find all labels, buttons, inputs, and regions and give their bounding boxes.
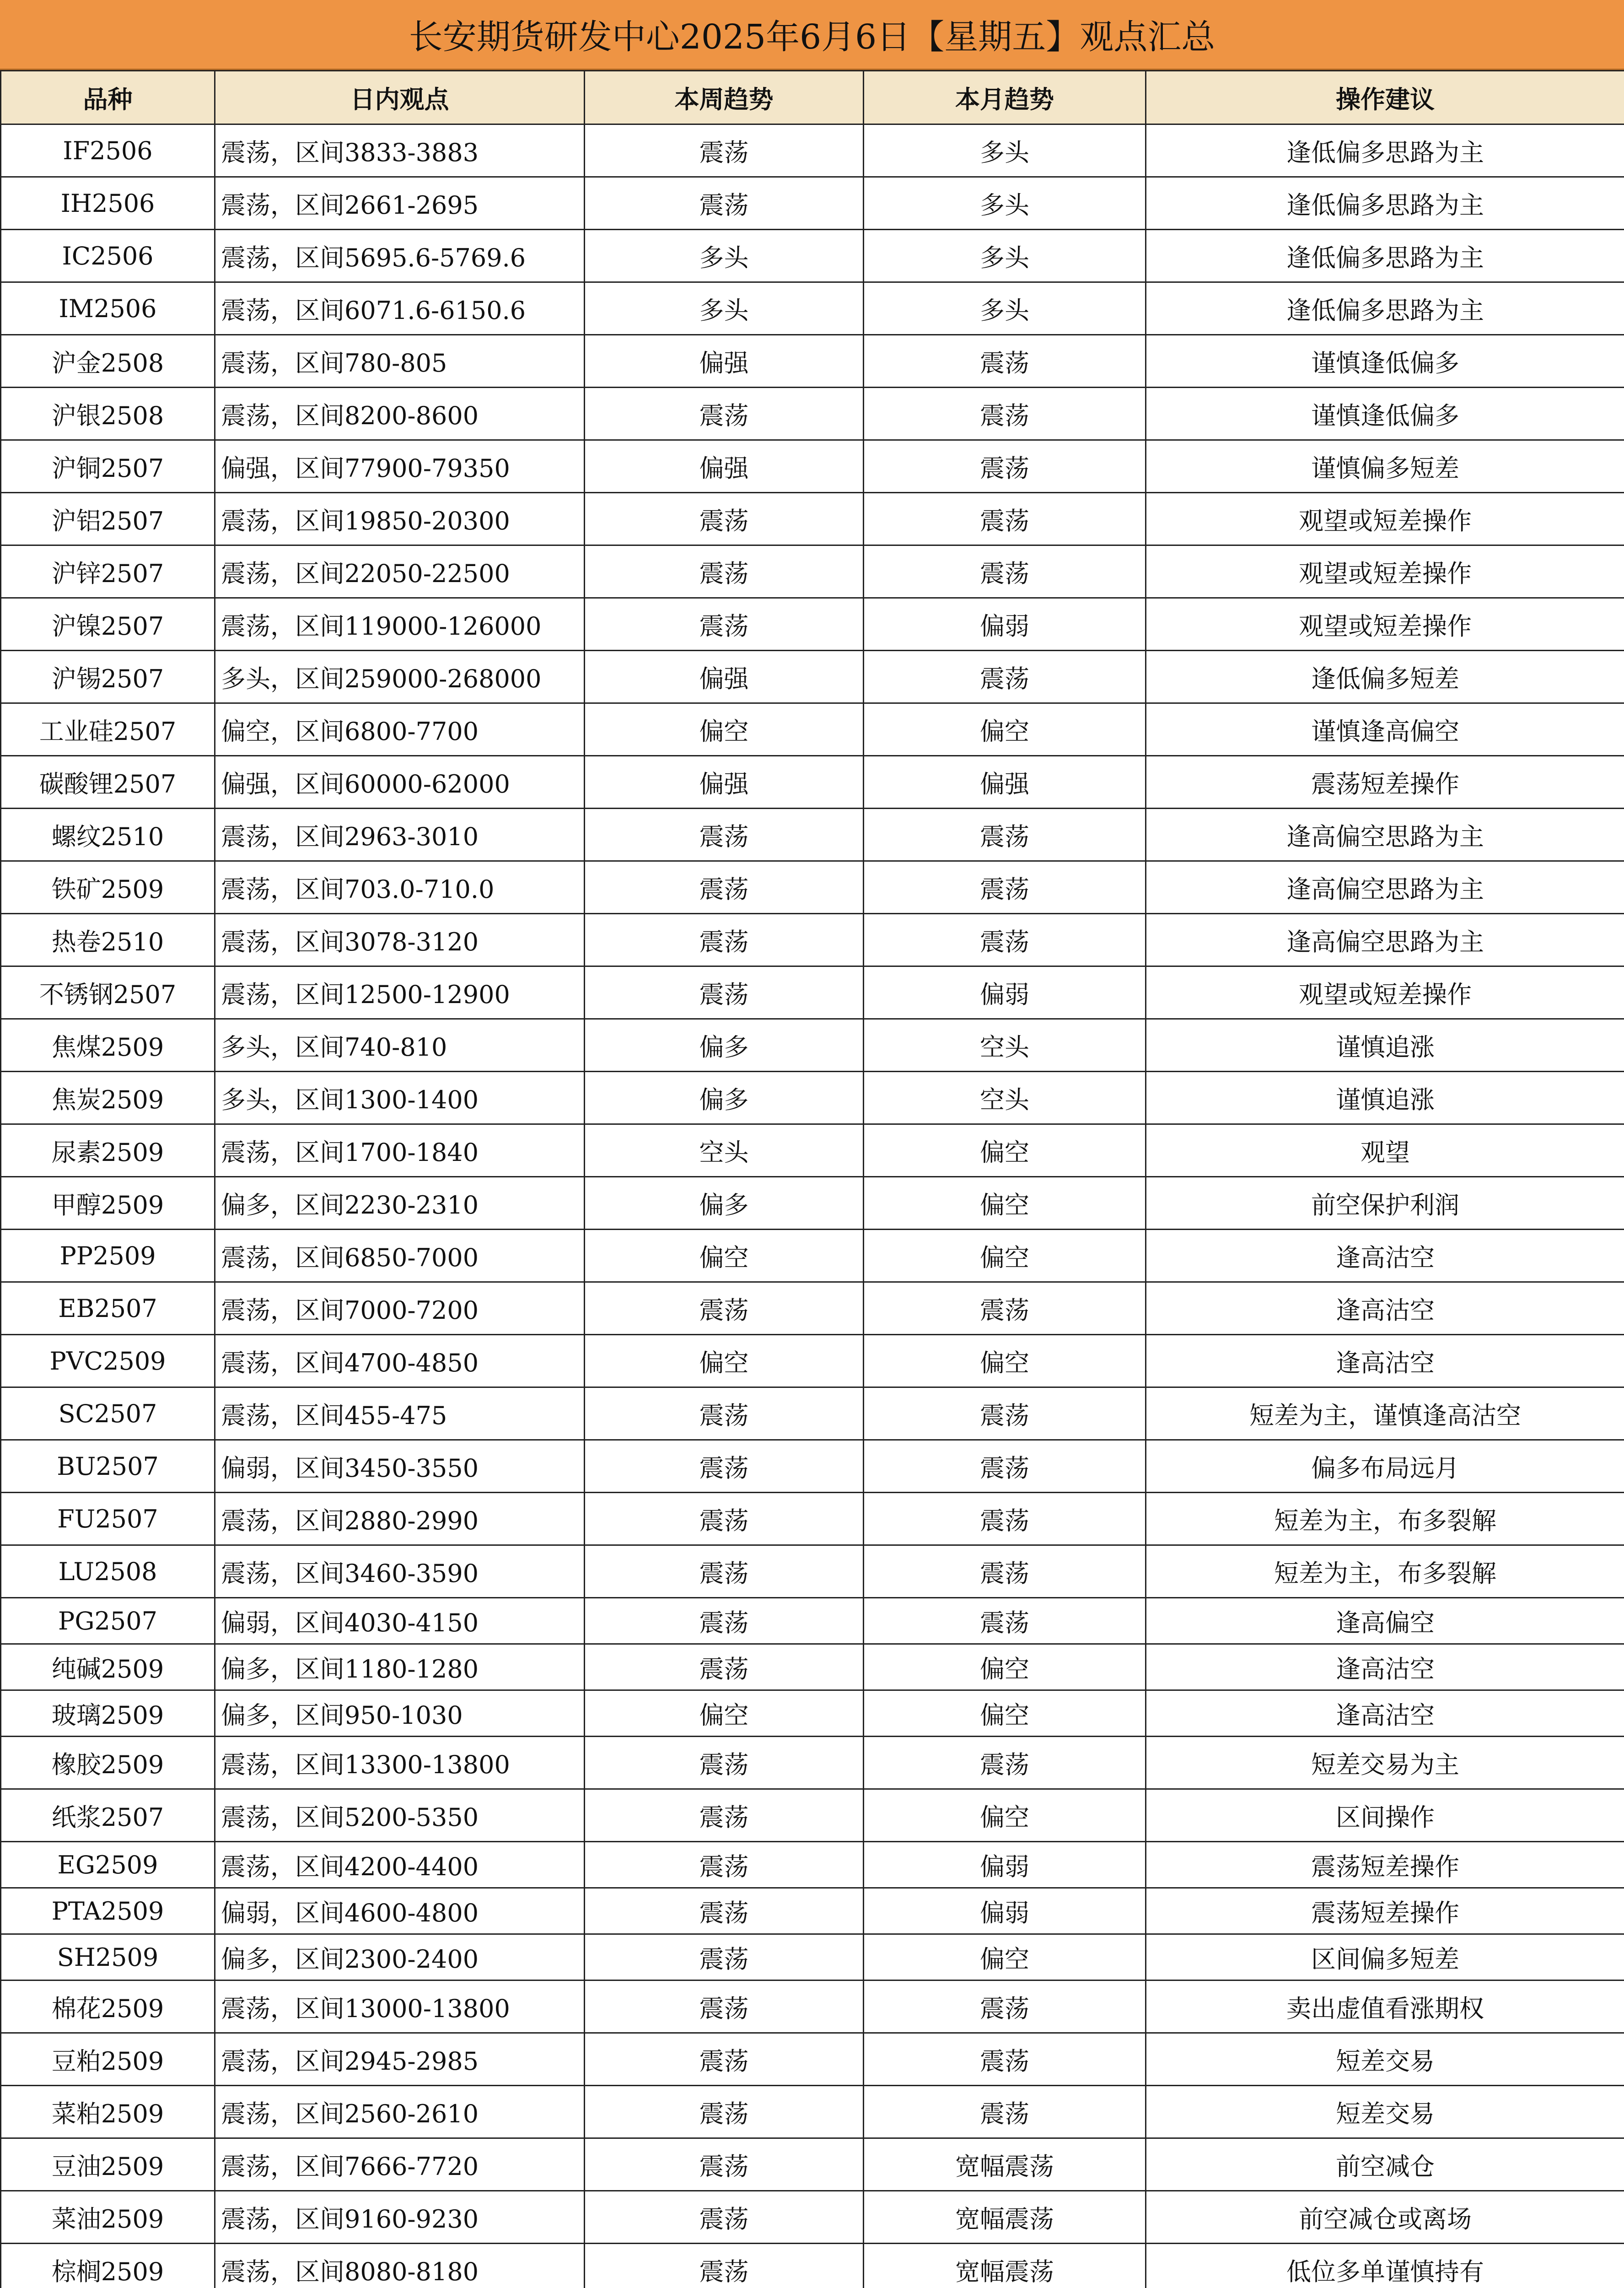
cell-month-trend: 震荡 [864, 861, 1146, 914]
table-row [1, 2191, 1624, 2244]
cell-variety: 尿素2509 [1, 1124, 215, 1177]
cell-month-trend: 偏空 [864, 1789, 1146, 1842]
cell-advice: 逢高沽空 [1146, 1282, 1624, 1335]
cell-week-trend: 震荡 [585, 493, 864, 545]
table-row [1, 1644, 1624, 1690]
cell-advice: 区间偏多短差 [1146, 1934, 1624, 1980]
table-row [1, 1737, 1624, 1789]
cell-intraday-view: 震荡，区间1700-1840 [215, 1124, 585, 1177]
cell-month-trend: 宽幅震荡 [864, 2138, 1146, 2191]
cell-intraday-view: 震荡，区间12500-12900 [215, 966, 585, 1019]
cell-week-trend: 震荡 [585, 598, 864, 651]
cell-advice: 逢低偏多思路为主 [1146, 177, 1624, 230]
cell-variety: 不锈钢2507 [1, 966, 215, 1019]
cell-month-trend: 空头 [864, 1019, 1146, 1072]
cell-intraday-view: 震荡，区间9160-9230 [215, 2191, 585, 2244]
cell-intraday-view: 偏多，区间2300-2400 [215, 1934, 585, 1980]
cell-week-trend: 震荡 [585, 2138, 864, 2191]
cell-intraday-view: 震荡，区间3078-3120 [215, 914, 585, 966]
cell-intraday-view: 震荡，区间5695.6-5769.6 [215, 230, 585, 282]
cell-advice: 逢高沽空 [1146, 1335, 1624, 1387]
cell-intraday-view: 震荡，区间8080-8180 [215, 2244, 585, 2288]
cell-advice: 短差交易 [1146, 2086, 1624, 2138]
cell-week-trend: 震荡 [585, 1493, 864, 1545]
cell-advice: 观望 [1146, 1124, 1624, 1177]
cell-variety: PVC2509 [1, 1335, 215, 1387]
table-row [1, 1072, 1624, 1124]
table-row [1, 1335, 1624, 1387]
cell-week-trend: 震荡 [585, 2033, 864, 2086]
cell-advice: 谨慎逢高偏空 [1146, 703, 1624, 756]
cell-advice: 观望或短差操作 [1146, 966, 1624, 1019]
cell-variety: 沪金2508 [1, 335, 215, 388]
table-row [1, 282, 1624, 335]
cell-month-trend: 偏空 [864, 1644, 1146, 1690]
cell-variety: 豆油2509 [1, 2138, 215, 2191]
cell-week-trend: 震荡 [585, 1440, 864, 1493]
cell-intraday-view: 震荡，区间6071.6-6150.6 [215, 282, 585, 335]
cell-month-trend: 偏空 [864, 1934, 1146, 1980]
cell-variety: 沪铜2507 [1, 440, 215, 493]
cell-week-trend: 震荡 [585, 914, 864, 966]
cell-intraday-view: 震荡，区间2661-2695 [215, 177, 585, 230]
cell-month-trend: 震荡 [864, 440, 1146, 493]
cell-variety: BU2507 [1, 1440, 215, 1493]
table-row [1, 914, 1624, 966]
cell-variety: IF2506 [1, 124, 215, 177]
cell-intraday-view: 偏多，区间2230-2310 [215, 1177, 585, 1230]
cell-month-trend: 偏空 [864, 1230, 1146, 1282]
cell-advice: 观望或短差操作 [1146, 493, 1624, 545]
cell-week-trend: 偏空 [585, 703, 864, 756]
cell-advice: 卖出虚值看涨期权 [1146, 1980, 1624, 2033]
cell-variety: 沪锡2507 [1, 651, 215, 703]
cell-month-trend: 震荡 [864, 1737, 1146, 1789]
cell-intraday-view: 偏弱，区间3450-3550 [215, 1440, 585, 1493]
cell-advice: 区间操作 [1146, 1789, 1624, 1842]
cell-intraday-view: 震荡，区间6850-7000 [215, 1230, 585, 1282]
table-row [1, 1177, 1624, 1230]
cell-variety: 玻璃2509 [1, 1690, 215, 1737]
table-row [1, 1282, 1624, 1335]
cell-variety: LU2508 [1, 1545, 215, 1598]
cell-week-trend: 偏空 [585, 1230, 864, 1282]
cell-intraday-view: 震荡，区间19850-20300 [215, 493, 585, 545]
cell-intraday-view: 震荡，区间2560-2610 [215, 2086, 585, 2138]
cell-month-trend: 多头 [864, 230, 1146, 282]
cell-variety: IH2506 [1, 177, 215, 230]
cell-variety: SC2507 [1, 1387, 215, 1440]
cell-intraday-view: 震荡，区间2963-3010 [215, 809, 585, 861]
table-row [1, 1980, 1624, 2033]
cell-variety: 棕榈2509 [1, 2244, 215, 2288]
cell-intraday-view: 多头，区间740-810 [215, 1019, 585, 1072]
outlook-table [0, 70, 1624, 2288]
table-row [1, 124, 1624, 177]
table-row [1, 1934, 1624, 1980]
cell-intraday-view: 偏强，区间77900-79350 [215, 440, 585, 493]
cell-variety: PP2509 [1, 1230, 215, 1282]
table-row [1, 440, 1624, 493]
cell-advice: 震荡短差操作 [1146, 756, 1624, 809]
cell-advice: 逢低偏多思路为主 [1146, 230, 1624, 282]
cell-week-trend: 震荡 [585, 388, 864, 440]
cell-variety: EB2507 [1, 1282, 215, 1335]
cell-variety: 工业硅2507 [1, 703, 215, 756]
table-row [1, 1493, 1624, 1545]
cell-week-trend: 偏强 [585, 440, 864, 493]
table-header-row [1, 71, 1624, 124]
cell-intraday-view: 偏多，区间950-1030 [215, 1690, 585, 1737]
cell-intraday-view: 震荡，区间7000-7200 [215, 1282, 585, 1335]
cell-intraday-view: 震荡，区间8200-8600 [215, 388, 585, 440]
table-row [1, 2244, 1624, 2288]
table-row [1, 1124, 1624, 1177]
cell-variety: 棉花2509 [1, 1980, 215, 2033]
table-row [1, 1387, 1624, 1440]
cell-week-trend: 偏多 [585, 1177, 864, 1230]
cell-advice: 逢低偏多短差 [1146, 651, 1624, 703]
cell-advice: 逢高偏空思路为主 [1146, 861, 1624, 914]
cell-month-trend: 偏弱 [864, 966, 1146, 1019]
cell-advice: 逢高沽空 [1146, 1690, 1624, 1737]
cell-month-trend: 偏强 [864, 756, 1146, 809]
cell-intraday-view: 偏多，区间1180-1280 [215, 1644, 585, 1690]
cell-week-trend: 多头 [585, 230, 864, 282]
header-week: 本周趋势 [585, 71, 864, 124]
cell-week-trend: 偏空 [585, 1335, 864, 1387]
cell-variety: 沪锌2507 [1, 545, 215, 598]
cell-month-trend: 震荡 [864, 545, 1146, 598]
header-advice: 操作建议 [1146, 71, 1624, 124]
header-variety: 品种 [1, 71, 215, 124]
table-row [1, 861, 1624, 914]
cell-week-trend: 震荡 [585, 861, 864, 914]
cell-week-trend: 偏强 [585, 756, 864, 809]
cell-advice: 前空减仓 [1146, 2138, 1624, 2191]
cell-month-trend: 震荡 [864, 1440, 1146, 1493]
table-row [1, 2033, 1624, 2086]
cell-advice: 逢低偏多思路为主 [1146, 282, 1624, 335]
cell-advice: 震荡短差操作 [1146, 1888, 1624, 1934]
cell-month-trend: 偏空 [864, 1177, 1146, 1230]
cell-variety: 甲醇2509 [1, 1177, 215, 1230]
cell-month-trend: 震荡 [864, 914, 1146, 966]
cell-month-trend: 震荡 [864, 493, 1146, 545]
cell-week-trend: 多头 [585, 282, 864, 335]
cell-variety: 菜粕2509 [1, 2086, 215, 2138]
cell-intraday-view: 震荡，区间5200-5350 [215, 1789, 585, 1842]
cell-month-trend: 偏空 [864, 1124, 1146, 1177]
table-row [1, 809, 1624, 861]
cell-month-trend: 震荡 [864, 2086, 1146, 2138]
cell-month-trend: 震荡 [864, 1598, 1146, 1644]
table-row [1, 1690, 1624, 1737]
cell-month-trend: 震荡 [864, 335, 1146, 388]
cell-advice: 谨慎追涨 [1146, 1019, 1624, 1072]
cell-advice: 短差交易为主 [1146, 1737, 1624, 1789]
cell-advice: 逢高偏空 [1146, 1598, 1624, 1644]
cell-variety: 焦煤2509 [1, 1019, 215, 1072]
cell-week-trend: 震荡 [585, 1545, 864, 1598]
cell-intraday-view: 偏空，区间6800-7700 [215, 703, 585, 756]
cell-variety: 沪银2508 [1, 388, 215, 440]
cell-variety: IM2506 [1, 282, 215, 335]
cell-advice: 观望或短差操作 [1146, 598, 1624, 651]
cell-intraday-view: 震荡，区间119000-126000 [215, 598, 585, 651]
cell-variety: 纸浆2507 [1, 1789, 215, 1842]
cell-advice: 谨慎逢低偏多 [1146, 388, 1624, 440]
cell-week-trend: 震荡 [585, 1737, 864, 1789]
cell-intraday-view: 震荡，区间4700-4850 [215, 1335, 585, 1387]
cell-advice: 短差交易 [1146, 2033, 1624, 2086]
cell-advice: 谨慎逢低偏多 [1146, 335, 1624, 388]
cell-week-trend: 震荡 [585, 2244, 864, 2288]
cell-variety: 螺纹2510 [1, 809, 215, 861]
table-row [1, 2138, 1624, 2191]
cell-advice: 短差为主，布多裂解 [1146, 1545, 1624, 1598]
table-row [1, 1440, 1624, 1493]
cell-month-trend: 多头 [864, 177, 1146, 230]
table-row [1, 1789, 1624, 1842]
cell-advice: 低位多单谨慎持有 [1146, 2244, 1624, 2288]
cell-intraday-view: 震荡，区间13300-13800 [215, 1737, 585, 1789]
cell-week-trend: 震荡 [585, 1387, 864, 1440]
cell-month-trend: 震荡 [864, 388, 1146, 440]
table-row [1, 388, 1624, 440]
cell-week-trend: 震荡 [585, 124, 864, 177]
cell-variety: IC2506 [1, 230, 215, 282]
cell-variety: 沪铝2507 [1, 493, 215, 545]
cell-month-trend: 宽幅震荡 [864, 2244, 1146, 2288]
table-row [1, 493, 1624, 545]
cell-advice: 前空减仓或离场 [1146, 2191, 1624, 2244]
cell-advice: 逢高偏空思路为主 [1146, 809, 1624, 861]
cell-month-trend: 多头 [864, 124, 1146, 177]
cell-advice: 谨慎追涨 [1146, 1072, 1624, 1124]
cell-intraday-view: 震荡，区间2880-2990 [215, 1493, 585, 1545]
cell-month-trend: 震荡 [864, 2033, 1146, 2086]
cell-intraday-view: 多头，区间259000-268000 [215, 651, 585, 703]
cell-advice: 逢高偏空思路为主 [1146, 914, 1624, 966]
cell-variety: 菜油2509 [1, 2191, 215, 2244]
cell-week-trend: 震荡 [585, 966, 864, 1019]
table-row [1, 177, 1624, 230]
cell-variety: EG2509 [1, 1842, 215, 1888]
cell-month-trend: 震荡 [864, 651, 1146, 703]
cell-month-trend: 偏弱 [864, 598, 1146, 651]
cell-intraday-view: 多头，区间1300-1400 [215, 1072, 585, 1124]
cell-month-trend: 震荡 [864, 809, 1146, 861]
cell-intraday-view: 震荡，区间3460-3590 [215, 1545, 585, 1598]
cell-variety: 纯碱2509 [1, 1644, 215, 1690]
cell-month-trend: 震荡 [864, 1493, 1146, 1545]
cell-week-trend: 震荡 [585, 1842, 864, 1888]
cell-intraday-view: 震荡，区间780-805 [215, 335, 585, 388]
table-row [1, 651, 1624, 703]
cell-week-trend: 震荡 [585, 1888, 864, 1934]
cell-month-trend: 偏弱 [864, 1842, 1146, 1888]
cell-week-trend: 偏空 [585, 1690, 864, 1737]
cell-intraday-view: 震荡，区间7666-7720 [215, 2138, 585, 2191]
cell-variety: 热卷2510 [1, 914, 215, 966]
cell-advice: 逢低偏多思路为主 [1146, 124, 1624, 177]
cell-intraday-view: 偏弱，区间4600-4800 [215, 1888, 585, 1934]
cell-intraday-view: 震荡，区间13000-13800 [215, 1980, 585, 2033]
header-intraday: 日内观点 [215, 71, 585, 124]
cell-month-trend: 震荡 [864, 1387, 1146, 1440]
cell-week-trend: 偏强 [585, 651, 864, 703]
cell-variety: 焦炭2509 [1, 1072, 215, 1124]
cell-variety: FU2507 [1, 1493, 215, 1545]
table-row [1, 598, 1624, 651]
table-row [1, 1888, 1624, 1934]
cell-intraday-view: 震荡，区间4200-4400 [215, 1842, 585, 1888]
cell-month-trend: 偏弱 [864, 1888, 1146, 1934]
cell-month-trend: 震荡 [864, 1980, 1146, 2033]
cell-variety: 豆粕2509 [1, 2033, 215, 2086]
table-row [1, 1545, 1624, 1598]
cell-intraday-view: 偏强，区间60000-62000 [215, 756, 585, 809]
cell-advice: 偏多布局远月 [1146, 1440, 1624, 1493]
cell-intraday-view: 震荡，区间3833-3883 [215, 124, 585, 177]
cell-intraday-view: 震荡，区间455-475 [215, 1387, 585, 1440]
cell-week-trend: 震荡 [585, 1598, 864, 1644]
cell-variety: 铁矿2509 [1, 861, 215, 914]
cell-advice: 短差为主，布多裂解 [1146, 1493, 1624, 1545]
table-row [1, 1842, 1624, 1888]
cell-week-trend: 震荡 [585, 1980, 864, 2033]
cell-advice: 逢高沽空 [1146, 1644, 1624, 1690]
cell-week-trend: 震荡 [585, 1789, 864, 1842]
cell-month-trend: 震荡 [864, 1545, 1146, 1598]
cell-month-trend: 偏空 [864, 1335, 1146, 1387]
cell-month-trend: 偏空 [864, 703, 1146, 756]
cell-week-trend: 震荡 [585, 2086, 864, 2138]
cell-week-trend: 偏强 [585, 335, 864, 388]
cell-intraday-view: 震荡，区间703.0-710.0 [215, 861, 585, 914]
header-month: 本月趋势 [864, 71, 1146, 124]
cell-week-trend: 震荡 [585, 809, 864, 861]
table-row [1, 756, 1624, 809]
cell-intraday-view: 震荡，区间2945-2985 [215, 2033, 585, 2086]
cell-week-trend: 震荡 [585, 545, 864, 598]
table-row [1, 966, 1624, 1019]
cell-week-trend: 震荡 [585, 2191, 864, 2244]
table-row [1, 1230, 1624, 1282]
cell-month-trend: 震荡 [864, 1282, 1146, 1335]
table-row [1, 1598, 1624, 1644]
cell-month-trend: 宽幅震荡 [864, 2191, 1146, 2244]
report-title: 长安期货研发中心2025年6月6日【星期五】观点汇总 [0, 0, 1624, 70]
cell-variety: 碳酸锂2507 [1, 756, 215, 809]
cell-variety: 沪镍2507 [1, 598, 215, 651]
cell-month-trend: 多头 [864, 282, 1146, 335]
cell-advice: 谨慎偏多短差 [1146, 440, 1624, 493]
table-row [1, 545, 1624, 598]
cell-advice: 观望或短差操作 [1146, 545, 1624, 598]
cell-variety: 橡胶2509 [1, 1737, 215, 1789]
table-row [1, 1019, 1624, 1072]
table-row [1, 703, 1624, 756]
cell-advice: 前空保护利润 [1146, 1177, 1624, 1230]
cell-week-trend: 震荡 [585, 177, 864, 230]
cell-month-trend: 空头 [864, 1072, 1146, 1124]
cell-advice: 逢高沽空 [1146, 1230, 1624, 1282]
cell-advice: 短差为主，谨慎逢高沽空 [1146, 1387, 1624, 1440]
cell-week-trend: 偏多 [585, 1019, 864, 1072]
cell-variety: PG2507 [1, 1598, 215, 1644]
cell-week-trend: 震荡 [585, 1644, 864, 1690]
table-body [1, 124, 1624, 2288]
cell-week-trend: 震荡 [585, 1934, 864, 1980]
table-row [1, 335, 1624, 388]
cell-advice: 震荡短差操作 [1146, 1842, 1624, 1888]
cell-intraday-view: 偏弱，区间4030-4150 [215, 1598, 585, 1644]
cell-week-trend: 空头 [585, 1124, 864, 1177]
table-row [1, 2086, 1624, 2138]
cell-variety: SH2509 [1, 1934, 215, 1980]
cell-variety: PTA2509 [1, 1888, 215, 1934]
cell-intraday-view: 震荡，区间22050-22500 [215, 545, 585, 598]
cell-month-trend: 偏空 [864, 1690, 1146, 1737]
cell-week-trend: 震荡 [585, 1282, 864, 1335]
cell-week-trend: 偏多 [585, 1072, 864, 1124]
table-row [1, 230, 1624, 282]
